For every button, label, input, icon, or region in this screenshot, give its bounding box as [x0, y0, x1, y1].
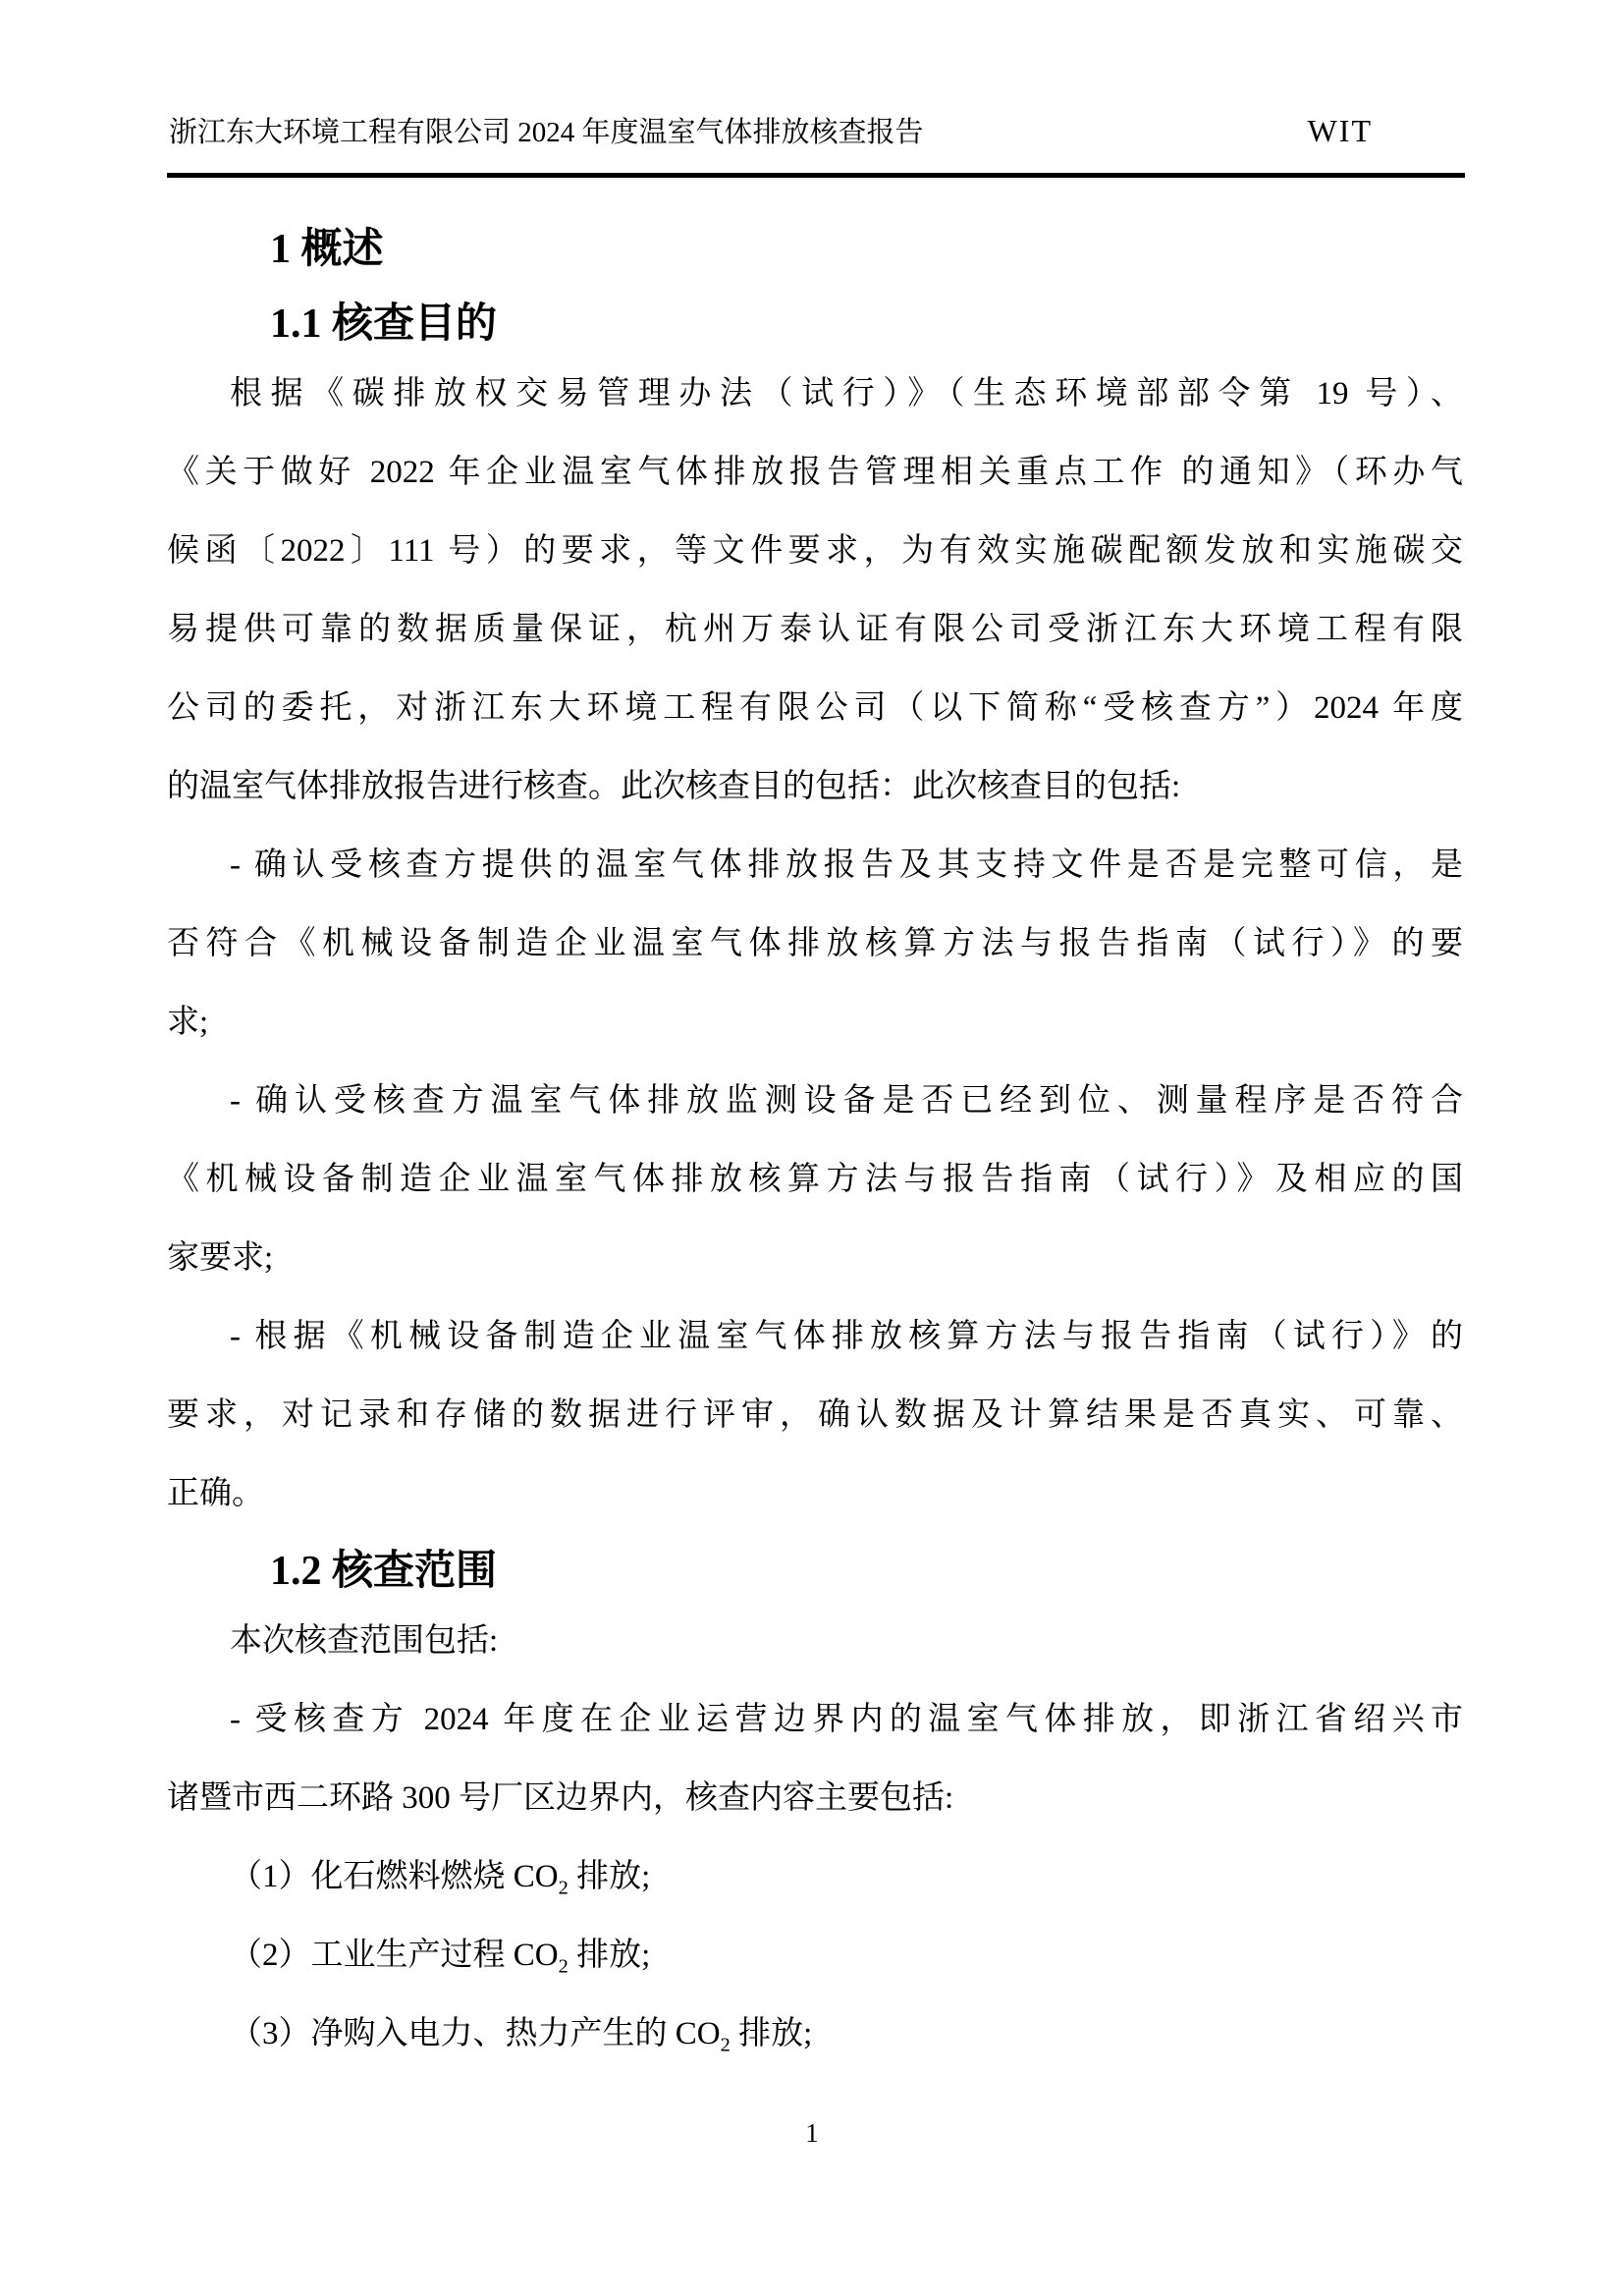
- subscript: 2: [558, 1955, 568, 1978]
- paragraph-line: 易提供可靠的数据质量保证，杭州万泰认证有限公司受浙江东大环境工程有限: [167, 612, 1463, 647]
- bullet-line: - 确认受核查方提供的温室气体排放报告及其支持文件是否是完整可信，是: [230, 847, 1463, 883]
- list-item-3: [167, 1995, 1463, 2073]
- subscript: 2: [558, 1877, 568, 1899]
- bullet-line: - 根据《机械设备制造企业温室气体排放核算方法与报告指南（试行）》的: [230, 1319, 1463, 1354]
- document-body: [0, 219, 1624, 2073]
- list-item-text: （2）工业生产过程 CO: [230, 1938, 559, 1973]
- paragraph-line: 公司的委托，对浙江东大环境工程有限公司（以下简称“受核查方”）2024 年度: [167, 690, 1463, 726]
- header-title: 浙江东大环境工程有限公司 2024 年度温室气体排放核查报告: [169, 117, 924, 148]
- list-item-1: [167, 1837, 1463, 1916]
- paragraph-line: 家要求;: [167, 1240, 274, 1276]
- bullet-line: - 受核查方 2024 年度在企业运营边界内的温室气体排放，即浙江省绍兴市: [230, 1702, 1463, 1737]
- heading-verification-scope: 1.2 核查范围: [270, 1549, 498, 1594]
- paragraph-line: 诸暨市西二环路 300 号厂区边界内，核查内容主要包括:: [167, 1780, 954, 1816]
- paragraph-line: 要求，对记录和存储的数据进行评审，确认数据及计算结果是否真实、可靠、: [167, 1397, 1463, 1433]
- subscript: 2: [720, 2034, 731, 2056]
- paragraph-line: 本次核查范围包括:: [230, 1623, 499, 1659]
- header-rule: [167, 173, 1465, 178]
- paragraph-line: 求;: [167, 1005, 209, 1040]
- paragraph-line: 正确。: [167, 1476, 264, 1511]
- list-item-text: 排放;: [568, 1859, 651, 1894]
- list-item-text: 排放;: [568, 1938, 651, 1973]
- paragraph-line: 《关于做好 2022 年企业温室气体排放报告管理相关重点工作 的通知》（环办气: [167, 455, 1463, 490]
- list-item-text: 排放;: [730, 2016, 813, 2051]
- paragraph-line: 的温室气体排放报告进行核查。此次核查目的包括：此次核查目的包括:: [167, 769, 1181, 804]
- paragraph-line: 候函〔2022〕111 号）的要求，等文件要求，为有效实施碳配额发放和实施碳交: [167, 533, 1463, 569]
- paragraph-line: 根据《碳排放权交易管理办法（试行）》（生态环境部部令第 19 号）、: [230, 376, 1463, 411]
- heading-verification-purpose: 1.1 核查目的: [270, 301, 498, 347]
- heading-overview: 1 概述: [270, 227, 384, 272]
- page-number: 1: [805, 2118, 819, 2148]
- bullet-line: - 确认受核查方温室气体排放监测设备是否已经到位、测量程序是否符合: [230, 1083, 1463, 1119]
- list-item-text: （3）净购入电力、热力产生的 CO: [230, 2016, 721, 2051]
- list-item-text: （1）化石燃料燃烧 CO: [230, 1859, 559, 1894]
- page-header: [0, 0, 1624, 151]
- header-logo: WIT: [1307, 113, 1373, 148]
- list-item-2: [167, 1916, 1463, 1995]
- paragraph-line: 否符合《机械设备制造企业温室气体排放核算方法与报告指南（试行）》的要: [167, 926, 1463, 961]
- paragraph-line: 《机械设备制造企业温室气体排放核算方法与报告指南（试行）》及相应的国: [167, 1162, 1463, 1197]
